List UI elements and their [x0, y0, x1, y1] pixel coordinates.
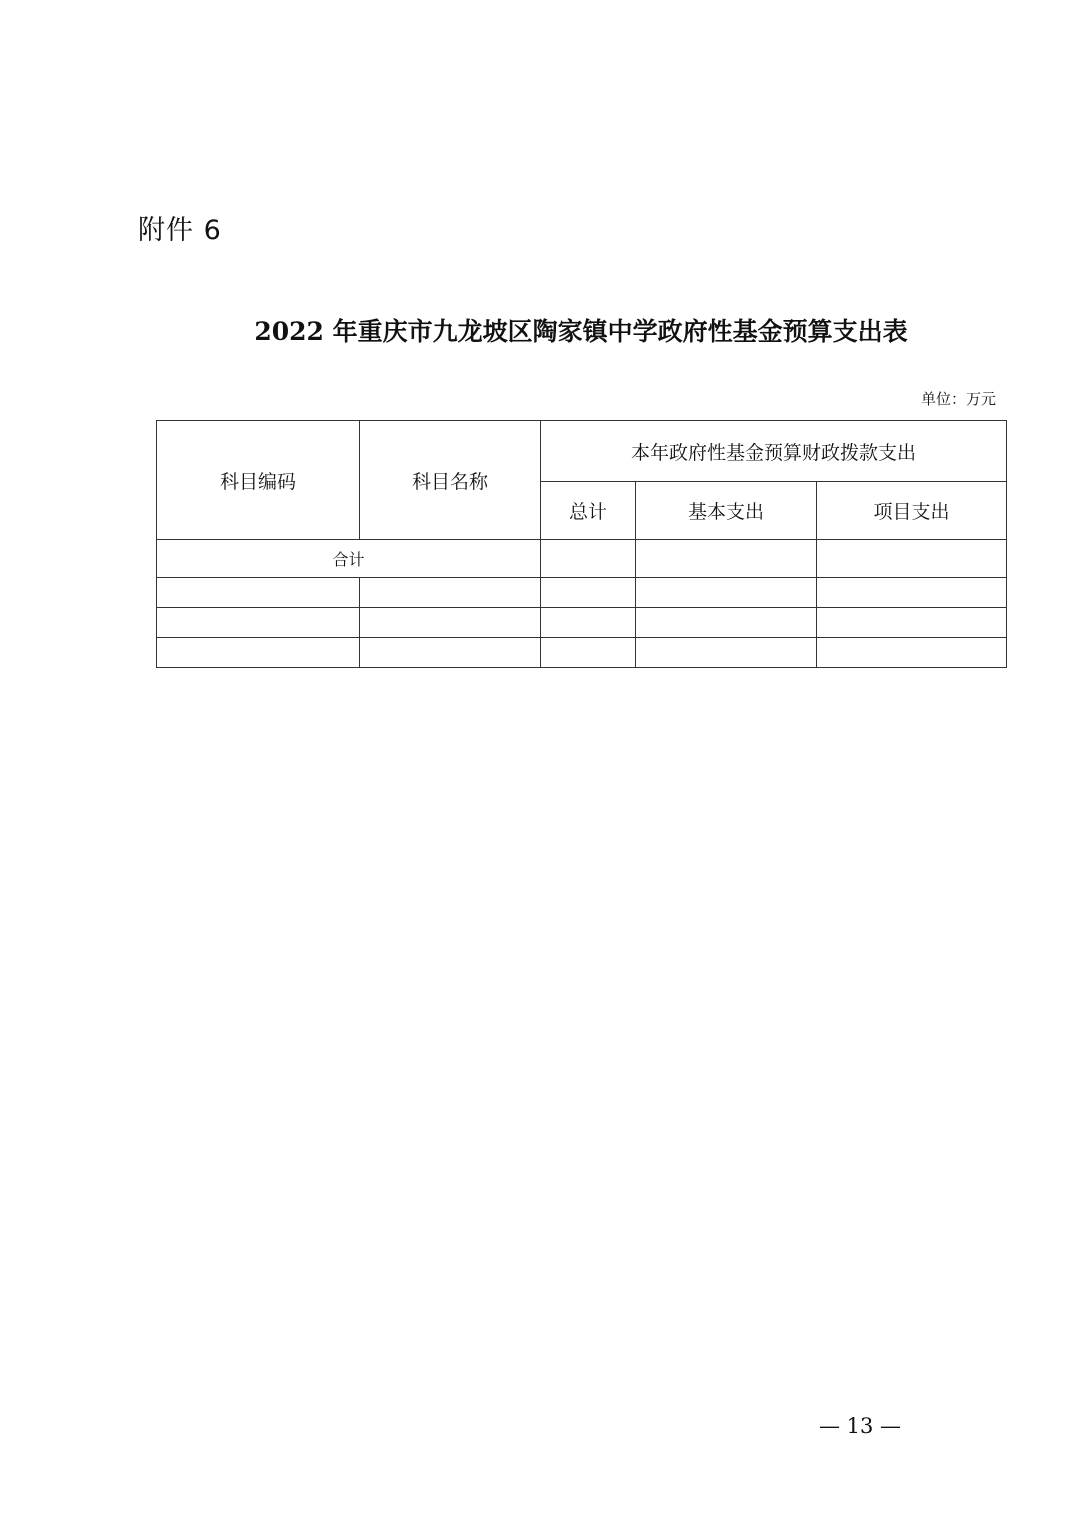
total-cell-project — [817, 540, 1007, 578]
total-cell-total — [541, 540, 636, 578]
header-subject-code: 科目编码 — [157, 421, 360, 540]
cell-project — [817, 638, 1007, 668]
total-label: 合计 — [157, 540, 541, 578]
table-header-row — [157, 421, 1007, 482]
budget-table — [156, 420, 1007, 668]
cell-total — [541, 608, 636, 638]
cell-basic — [636, 608, 817, 638]
table-row — [157, 578, 1007, 608]
header-basic-expenditure: 基本支出 — [636, 482, 817, 540]
header-appropriation-group: 本年政府性基金预算财政拨款支出 — [541, 421, 1007, 482]
table-row — [157, 608, 1007, 638]
cell-project — [817, 608, 1007, 638]
header-subject-name: 科目名称 — [360, 421, 541, 540]
unit-label: 单位：万元 — [920, 390, 996, 408]
cell-name — [360, 608, 541, 638]
cell-name — [360, 638, 541, 668]
cell-basic — [636, 638, 817, 668]
cell-code — [157, 638, 360, 668]
document-title: 2022 年重庆市九龙坡区陶家镇中学政府性基金预算支出表 — [254, 317, 908, 346]
page-number: — 13 — — [818, 1414, 902, 1438]
cell-total — [541, 638, 636, 668]
cell-basic — [636, 578, 817, 608]
header-total: 总计 — [541, 482, 636, 540]
cell-project — [817, 578, 1007, 608]
cell-code — [157, 608, 360, 638]
header-project-expenditure: 项目支出 — [817, 482, 1007, 540]
cell-code — [157, 578, 360, 608]
cell-name — [360, 578, 541, 608]
total-row — [157, 540, 1007, 578]
cell-total — [541, 578, 636, 608]
attachment-label: 附件 6 — [138, 215, 222, 246]
total-cell-basic — [636, 540, 817, 578]
table-row — [157, 638, 1007, 668]
